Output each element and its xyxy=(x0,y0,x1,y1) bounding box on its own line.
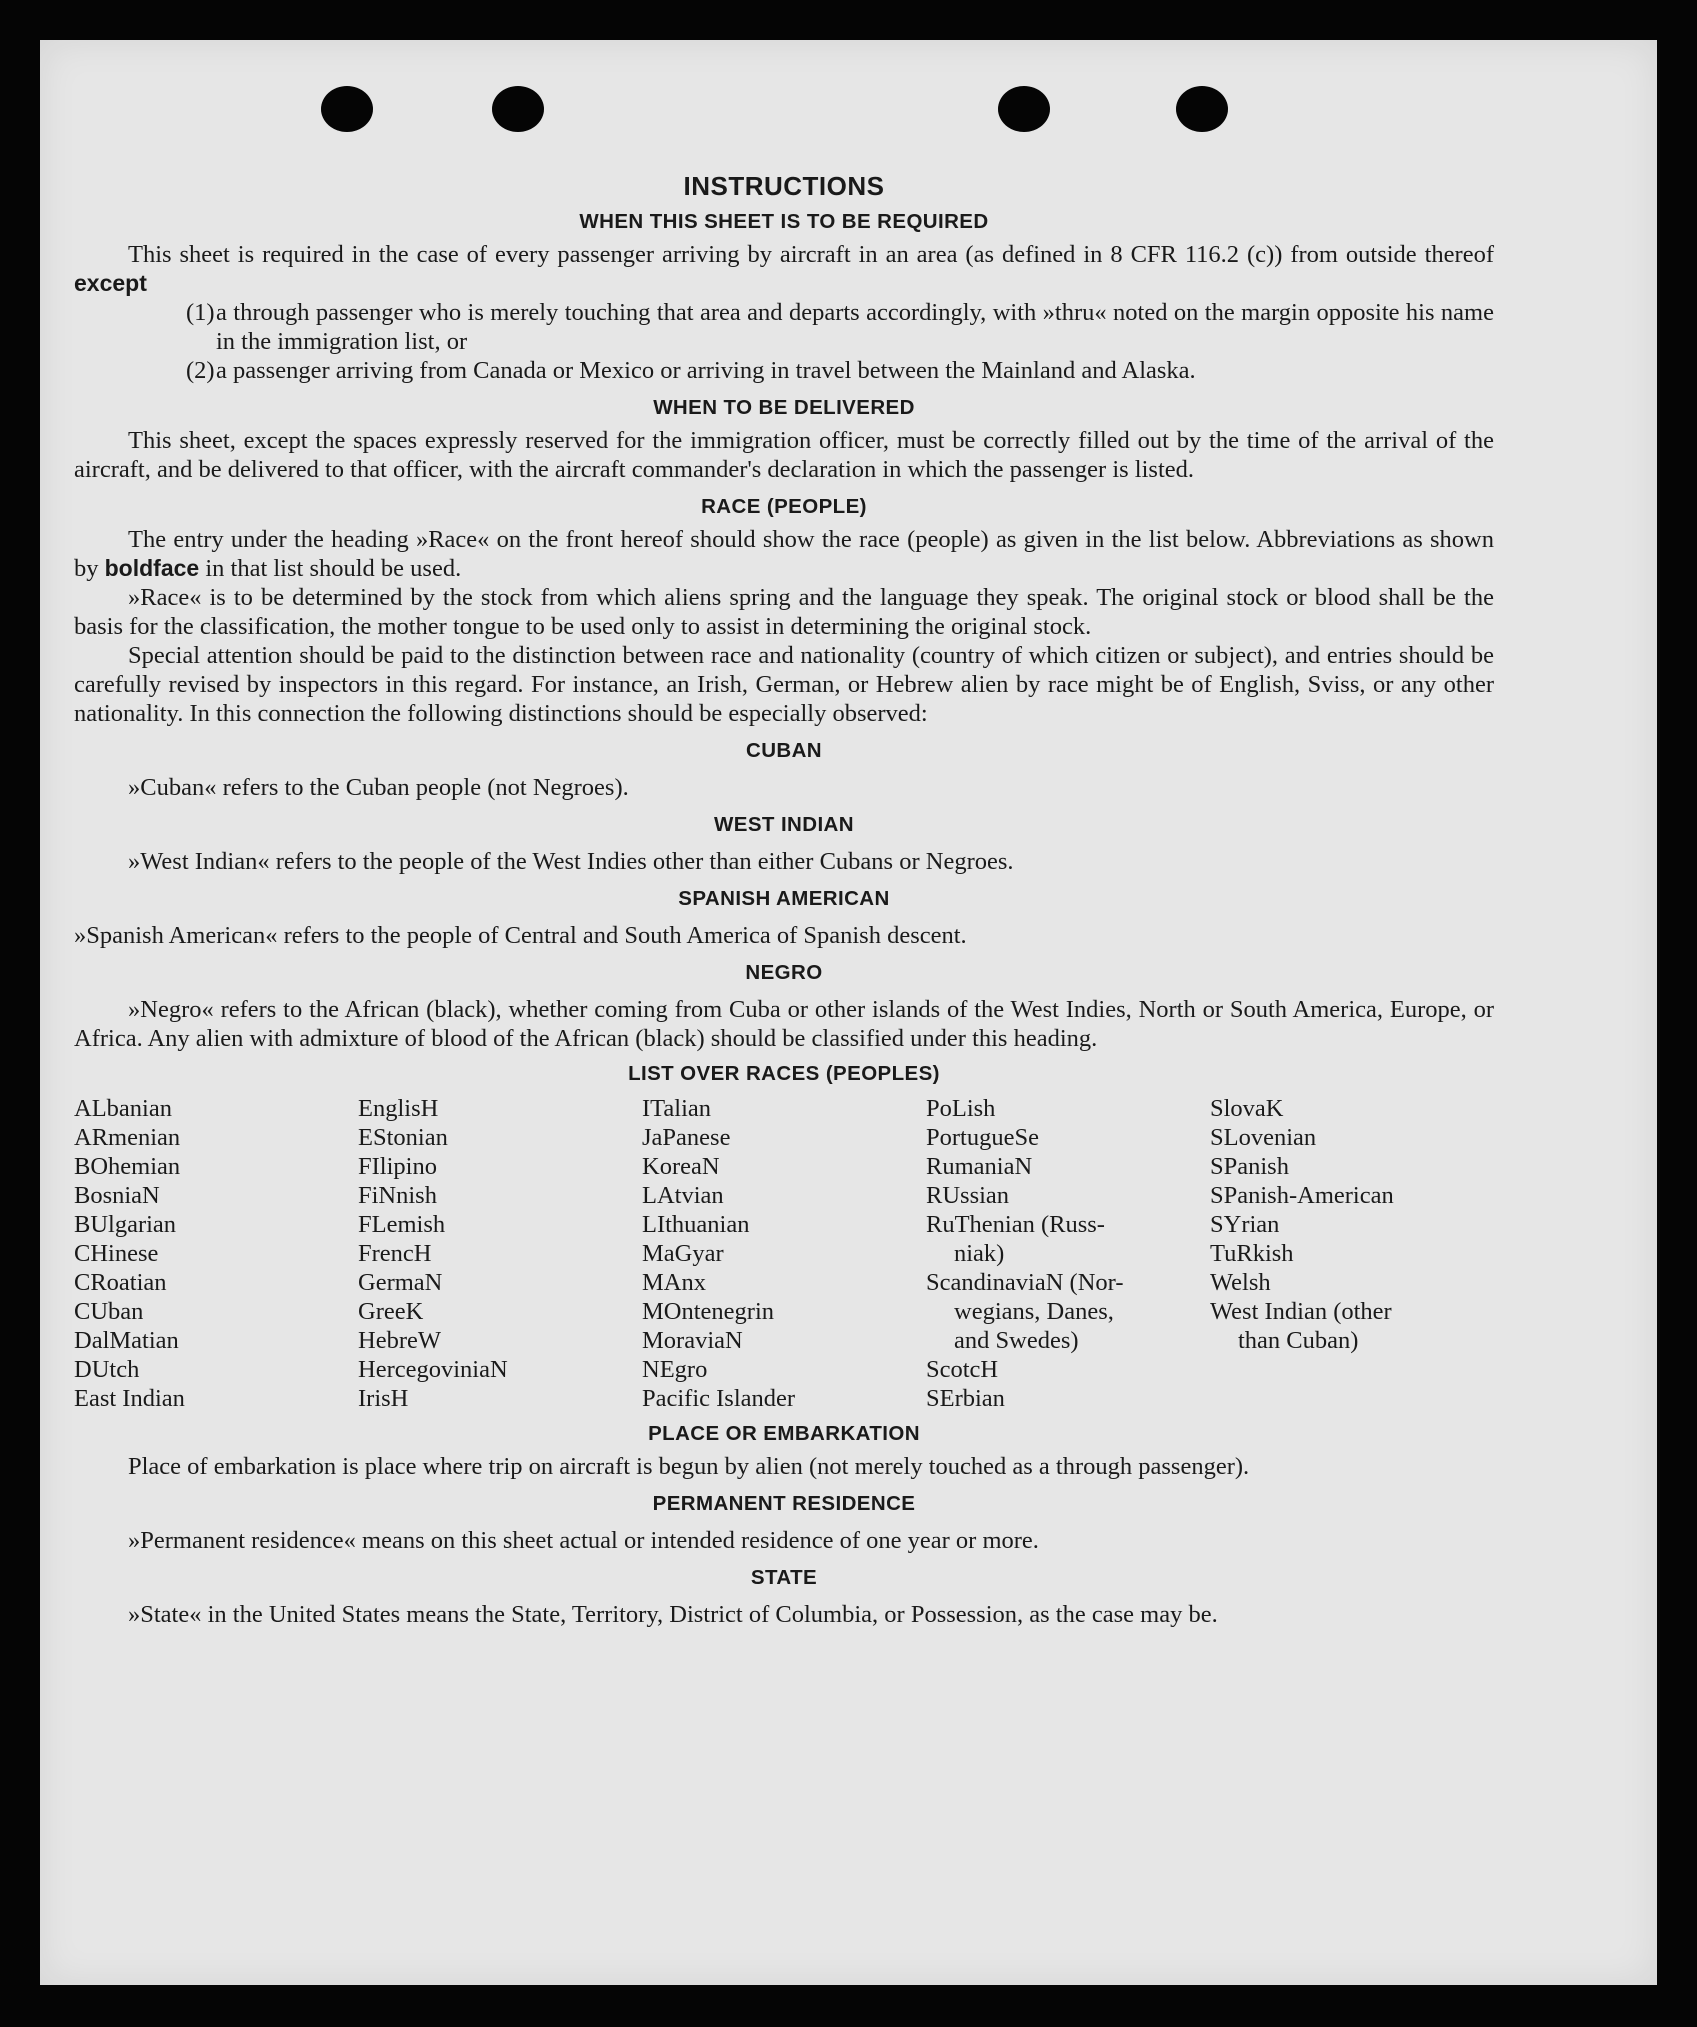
permanent-residence-text: »Permanent residence« means on this sheet actual or intended residence of one year or more. xyxy=(128,1527,1039,1554)
race-entry: FrencH xyxy=(358,1240,432,1267)
race-entry: HercegoviniaN xyxy=(358,1356,508,1383)
race-entry: MoraviaN xyxy=(642,1327,743,1354)
race-entry: CRoatian xyxy=(74,1269,167,1296)
state-text: »State« in the United States means the State, Territory, District of Columbia, or Possession, as the case may be. xyxy=(128,1601,1218,1628)
race-entry: HebreW xyxy=(358,1327,441,1354)
race-entry: KoreaN xyxy=(642,1153,720,1180)
race-entry: ALbanian xyxy=(74,1095,172,1122)
race-entry: SYrian xyxy=(1210,1211,1280,1238)
race-entry: FiNnish xyxy=(358,1182,437,1209)
negro-text: »Negro« refers to the African (black), whether coming from Cuba or other islands of the West Indies, North or South America, Europe, or Africa. Any alien with admixture of blood of the African (black) should be classified under this heading. xyxy=(74,996,1494,1052)
punch-hole xyxy=(998,86,1050,132)
when-required-text: This sheet is required in the case of every passenger arriving by aircraft in an area (as defined in 8 CFR 116.2 (c)) from outside thereof except xyxy=(74,241,1494,296)
spanish-american-text: »Spanish American« refers to the people of Central and South America of Spanish descent. xyxy=(74,922,967,949)
heading-negro: NEGRO xyxy=(745,961,823,984)
race-entry: RUssian xyxy=(926,1182,1010,1209)
races-column xyxy=(358,1094,642,1413)
race-entry-continued: niak) xyxy=(954,1240,1005,1267)
heading-spanish-american: SPANISH AMERICAN xyxy=(678,887,890,910)
heading-when-required: WHEN THIS SHEET IS TO BE REQUIRED xyxy=(579,210,989,233)
heading-west-indian: WEST INDIAN xyxy=(714,813,854,836)
race-entry: SLovenian xyxy=(1210,1124,1317,1151)
document-page xyxy=(40,40,1657,1985)
race-entry: DUtch xyxy=(74,1356,140,1383)
race-entry: SPanish xyxy=(1210,1153,1289,1180)
race-paragraph-3: Special attention should be paid to the distinction between race and nationality (country of which citizen or subject), and entries should be carefully revised by inspectors in this regard. For instance, an Irish, German, or Hebrew alien by race might be of English, Sviss, or any other nationality. In this connection the following distinctions should be especially observed: xyxy=(74,642,1494,727)
race-entry: Pacific Islander xyxy=(642,1385,796,1412)
race-entry: BosniaN xyxy=(74,1182,160,1209)
when-delivered-text: This sheet, except the spaces expressly reserved for the immigration officer, must be correctly filled out by the time of the arrival of the aircraft, and be delivered to that officer, with the aircraft commander's declaration in which the passenger is listed. xyxy=(74,427,1494,483)
instructions-body xyxy=(74,172,1494,1629)
race-entry: TuRkish xyxy=(1210,1240,1294,1267)
race-entry: Welsh xyxy=(1210,1269,1271,1296)
race-entry: FIlipino xyxy=(358,1153,437,1180)
race-entry: RumaniaN xyxy=(926,1153,1033,1180)
exception-item: (2)a passenger arriving from Canada or Mexico or arriving in travel between the Mainland and Alaska. xyxy=(186,357,1196,384)
race-entry: SlovaK xyxy=(1210,1095,1284,1122)
heading-cuban: CUBAN xyxy=(745,739,823,762)
race-entry: RuThenian (Russ- xyxy=(926,1211,1105,1238)
punch-hole xyxy=(1176,86,1228,132)
race-entry: EnglisH xyxy=(358,1095,439,1122)
race-entry: FLemish xyxy=(358,1211,446,1238)
race-entry: DalMatian xyxy=(74,1327,179,1354)
race-entry: BOhemian xyxy=(74,1153,181,1180)
race-entry: EStonian xyxy=(358,1124,448,1151)
race-entry: NEgro xyxy=(642,1356,708,1383)
race-entry: CUban xyxy=(74,1298,144,1325)
page-title: INSTRUCTIONS xyxy=(683,171,885,201)
heading-permanent-residence: PERMANENT RESIDENCE xyxy=(652,1492,916,1515)
west-indian-text: »West Indian« refers to the people of the West Indies other than either Cubans or Negroes. xyxy=(128,848,1014,875)
race-entry: SErbian xyxy=(926,1385,1005,1412)
heading-embarkation: PLACE OR EMBARKATION xyxy=(648,1422,920,1445)
heading-races-list: LIST OVER RACES (PEOPLES) xyxy=(628,1062,940,1085)
race-entry: ITalian xyxy=(642,1095,712,1122)
races-column xyxy=(1210,1094,1494,1413)
exception-item: (1)a through passenger who is merely touching that area and departs accordingly, with »thru« noted on the margin opposite his name in the immigration list, or xyxy=(186,299,1494,355)
race-entry: CHinese xyxy=(74,1240,159,1267)
race-paragraph-2: »Race« is to be determined by the stock from which aliens spring and the language they speak. The original stock or blood shall be the basis for the classification, the mother tongue to be used only to assist in determining the original stock. xyxy=(74,584,1494,640)
heading-race: RACE (PEOPLE) xyxy=(701,495,867,518)
races-column xyxy=(74,1094,358,1413)
race-entry: IrisH xyxy=(358,1385,409,1412)
race-entry: BUlgarian xyxy=(74,1211,177,1238)
races-column xyxy=(642,1094,926,1413)
race-entry: MAnx xyxy=(642,1269,706,1296)
race-entry: ARmenian xyxy=(74,1124,181,1151)
race-entry: East Indian xyxy=(74,1385,185,1412)
race-entry: PoLish xyxy=(926,1095,996,1122)
cuban-text: »Cuban« refers to the Cuban people (not Negroes). xyxy=(128,774,629,801)
embarkation-text: Place of embarkation is place where trip on aircraft is begun by alien (not merely touched as a through passenger). xyxy=(128,1453,1250,1480)
race-entry: JaPanese xyxy=(642,1124,731,1151)
race-entry: West Indian (other xyxy=(1210,1298,1392,1325)
race-entry: SPanish-American xyxy=(1210,1182,1394,1209)
races-column xyxy=(926,1094,1210,1413)
punch-hole xyxy=(492,86,544,132)
race-entry-continued: and Swedes) xyxy=(954,1327,1079,1354)
race-paragraph-1: The entry under the heading »Race« on the front hereof should show the race (people) as given in the list below. Abbreviations as shown by boldface in that list should be used. xyxy=(74,526,1494,582)
race-entry: LIthuanian xyxy=(642,1211,750,1238)
race-entry: GreeK xyxy=(358,1298,424,1325)
heading-when-delivered: WHEN TO BE DELIVERED xyxy=(653,396,915,419)
race-entry: ScotcH xyxy=(926,1356,999,1383)
race-entry: LAtvian xyxy=(642,1182,724,1209)
race-entry: PortugueSe xyxy=(926,1124,1039,1151)
race-entry: MaGyar xyxy=(642,1240,724,1267)
race-entry-continued: wegians, Danes, xyxy=(954,1298,1114,1325)
heading-state: STATE xyxy=(750,1566,818,1589)
races-list xyxy=(74,1094,1494,1413)
race-entry: MOntenegrin xyxy=(642,1298,774,1325)
race-entry: ScandinaviaN (Nor- xyxy=(926,1269,1124,1296)
race-entry: GermaN xyxy=(358,1269,443,1296)
punch-hole xyxy=(321,86,373,132)
race-entry-continued: than Cuban) xyxy=(1238,1327,1359,1354)
